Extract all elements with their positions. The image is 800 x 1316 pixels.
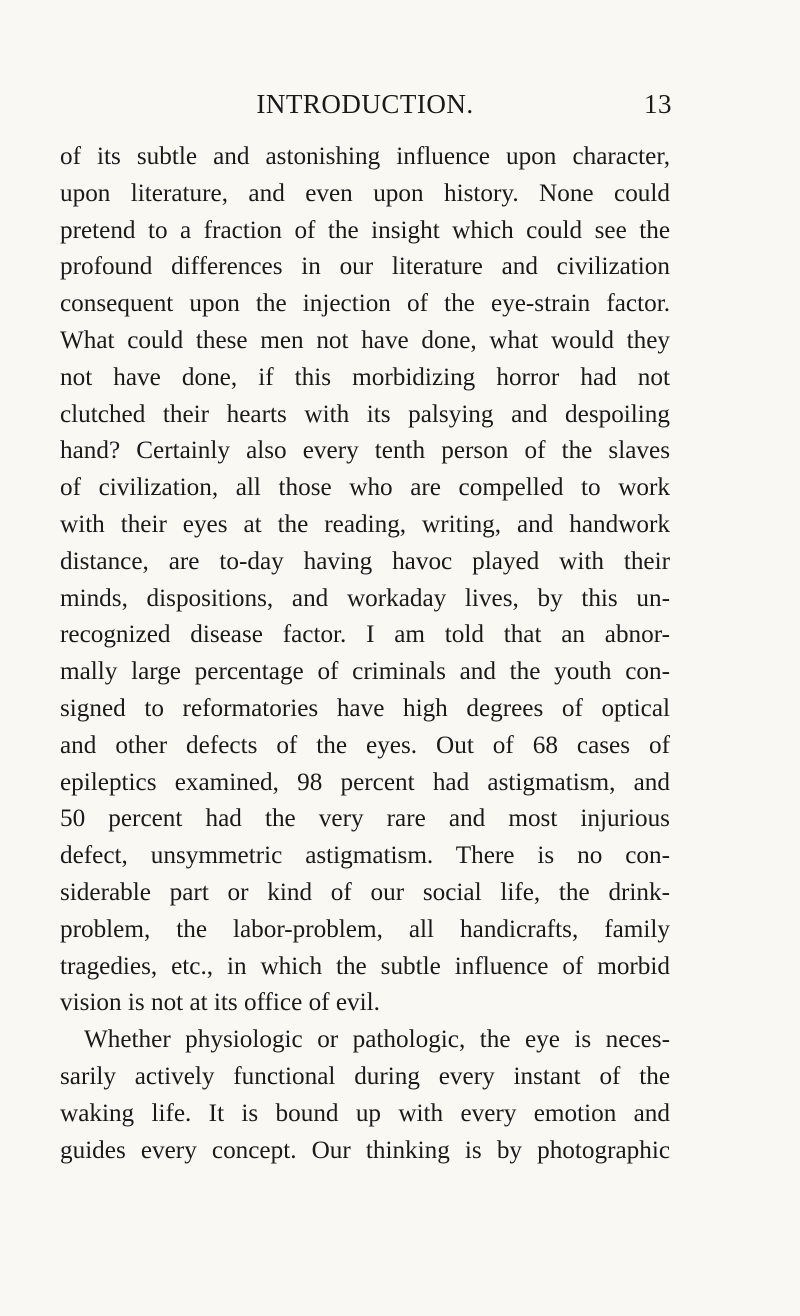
text-line: distance, are to-day having havoc played with their [60, 547, 670, 575]
running-head [60, 86, 670, 122]
text-line: and other defects of the eyes. Out of 68 cases of [60, 731, 670, 759]
text-line: signed to reformatories have high degrees of optical [60, 694, 670, 722]
text-line: Whether physiologic or pathologic, the eye is neces- [84, 1026, 670, 1054]
text-line: What could these men not have done, what would they [60, 326, 670, 354]
text-line: not have done, if this morbidizing horror had not [60, 363, 670, 391]
text-line: of civilization, all those who are compelled to work [60, 474, 670, 502]
text-line: tragedies, etc., in which the subtle influence of morbid [60, 952, 670, 980]
text-line: recognized disease factor. I am told that an abnor- [60, 621, 670, 649]
text-line: epileptics examined, 98 percent had astigmatism, and [60, 768, 670, 796]
text-line: defect, unsymmetric astigmatism. There is no con- [60, 842, 670, 870]
text-line: minds, dispositions, and workaday lives, by this un- [60, 584, 670, 612]
text-line: waking life. It is bound up with every emotion and [60, 1099, 670, 1127]
text-line: siderable part or kind of our social life, the drink- [60, 878, 670, 906]
text-line: guides every concept. Our thinking is by photographic [60, 1136, 670, 1164]
text-line: upon literature, and even upon history. None could [60, 179, 670, 207]
text-line: hand? Certainly also every tenth person of the slaves [60, 437, 670, 465]
text-line: with their eyes at the reading, writing, and handwork [60, 510, 670, 538]
text-line: vision is not at its office of evil. [60, 989, 380, 1017]
text-line: problem, the labor-problem, all handicrafts, family [60, 915, 670, 943]
body-text [60, 139, 670, 1169]
text-line: sarily actively functional during every instant of the [60, 1062, 670, 1090]
page-number: 13 [644, 89, 672, 119]
text-line: pretend to a fraction of the insight which could see the [60, 216, 670, 244]
text-line: of its subtle and astonishing influence upon character, [60, 143, 670, 170]
text-line: clutched their hearts with its palsying and despoiling [60, 400, 670, 428]
text-line: profound differences in our literature and civilization [60, 253, 670, 281]
text-line: consequent upon the injection of the eye-strain factor. [60, 290, 670, 318]
running-title: INTRODUCTION. [256, 89, 474, 119]
text-line: mally large percentage of criminals and the youth con- [60, 658, 670, 686]
text-line: 50 percent had the very rare and most injurious [60, 805, 670, 833]
